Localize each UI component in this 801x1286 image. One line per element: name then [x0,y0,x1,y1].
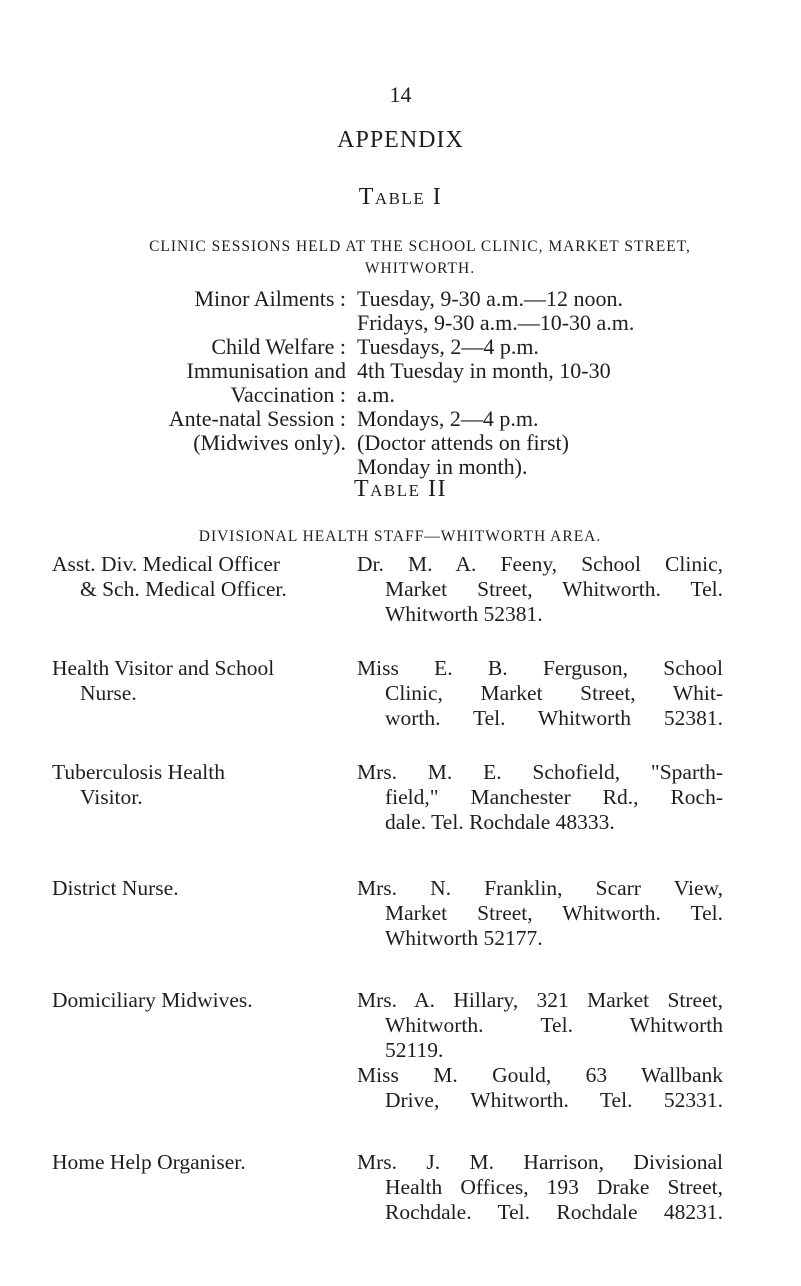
staff-detail-line: Miss M. Gould, 63 Wallbank [357,1063,723,1087]
staff-detail-line: Whitworth 52381. [385,602,543,626]
table-1-heading-line: WHITWORTH. [364,260,476,277]
staff-role-district-nurse [52,876,352,901]
staff-role-line: & Sch. Medical Officer. [80,577,287,601]
staff-detail-line: Clinic, Market Street, Whit- [385,681,723,705]
staff-role-midwives [52,988,352,1013]
staff-detail-line: 52119. [385,1038,444,1062]
session-time-line: 4th Tuesday in month, 10-30 [357,358,611,383]
session-time-line: a.m. [357,382,395,407]
session-times-immunisation [357,359,717,407]
staff-role-line: Domiciliary Midwives. [52,988,253,1012]
session-label-line: Minor Ailments : [194,286,346,311]
session-label-child-welfare [30,335,346,359]
session-times-ante-natal [357,407,717,479]
staff-details-health-visitor [357,656,723,731]
appendix-title: APPENDIX [337,127,464,153]
session-times-minor-ailments [357,287,717,335]
session-time-line: (Doctor attends on first) [357,430,569,455]
session-label-line: Ante-natal Session : [168,406,346,431]
session-label-immunisation [30,359,346,407]
staff-detail-line: Market Street, Whitworth. Tel. [385,901,723,925]
page-number: 14 [389,82,412,107]
session-time-line: Fridays, 9-30 a.m.—10-30 a.m. [357,310,635,335]
staff-details-tuberculosis-visitor [357,760,723,835]
session-label-line: (Midwives only). [193,430,346,455]
staff-role-line: Tuberculosis Health [52,760,225,784]
staff-detail-line: Mrs. A. Hillary, 321 Market Street, [357,988,723,1012]
staff-role-line: Home Help Organiser. [52,1150,246,1174]
session-label-line: Vaccination : [230,382,346,407]
staff-role-line: District Nurse. [52,876,179,900]
table-2-title: Table II [353,476,448,502]
session-times-child-welfare [357,335,717,359]
staff-role-tuberculosis-visitor [52,760,352,810]
session-time-line: Tuesdays, 2—4 p.m. [357,334,539,359]
staff-role-line: Visitor. [80,785,143,809]
session-label-line: Child Welfare : [211,334,346,359]
table-1-title: Table I [358,184,443,210]
session-time-line: Monday in month). [357,454,528,479]
staff-detail-line: Drive, Whitworth. Tel. 52331. [385,1088,723,1112]
table-1-heading [110,236,730,280]
staff-role-line: Health Visitor and School [52,656,275,680]
table-1-heading-line: CLINIC SESSIONS HELD AT THE SCHOOL CLINIC, MARKET STREET, [149,238,691,255]
staff-detail-line: Mrs. N. Franklin, Scarr View, [357,876,723,900]
staff-detail-line: field," Manchester Rd., Roch- [385,785,723,809]
session-label-minor-ailments [30,287,346,311]
staff-detail-line: Whitworth 52177. [385,926,543,950]
staff-role-home-help [52,1150,352,1175]
staff-details-medical-officer [357,552,723,627]
staff-detail-line: Dr. M. A. Feeny, School Clinic, [357,552,723,576]
session-label-ante-natal [30,407,346,455]
session-time-line: Tuesday, 9-30 a.m.—12 noon. [357,286,624,311]
staff-details-district-nurse [357,876,723,951]
staff-role-health-visitor [52,656,352,706]
staff-detail-line: Mrs. J. M. Harrison, Divisional [357,1150,723,1174]
staff-detail-line: Mrs. M. E. Schofield, "Sparth- [357,760,723,784]
table-2-heading: DIVISIONAL HEALTH STAFF—WHITWORTH AREA. [198,528,602,545]
staff-detail-line: Whitworth. Tel. Whitworth [385,1013,723,1037]
staff-details-home-help [357,1150,723,1225]
session-time-line: Mondays, 2—4 p.m. [357,406,539,431]
staff-detail-line: dale. Tel. Rochdale 48333. [385,810,615,834]
staff-role-line: Nurse. [80,681,137,705]
session-label-line: Immunisation and [186,358,346,383]
staff-role-line: Asst. Div. Medical Officer [52,552,281,576]
staff-detail-line: Rochdale. Tel. Rochdale 48231. [385,1200,723,1224]
staff-role-medical-officer [52,552,352,602]
staff-detail-line: Miss E. B. Ferguson, School [357,656,723,680]
staff-detail-line: worth. Tel. Whitworth 52381. [385,706,723,730]
staff-detail-line: Health Offices, 193 Drake Street, [385,1175,723,1199]
staff-detail-line: Market Street, Whitworth. Tel. [385,577,723,601]
staff-details-midwives [357,988,723,1113]
